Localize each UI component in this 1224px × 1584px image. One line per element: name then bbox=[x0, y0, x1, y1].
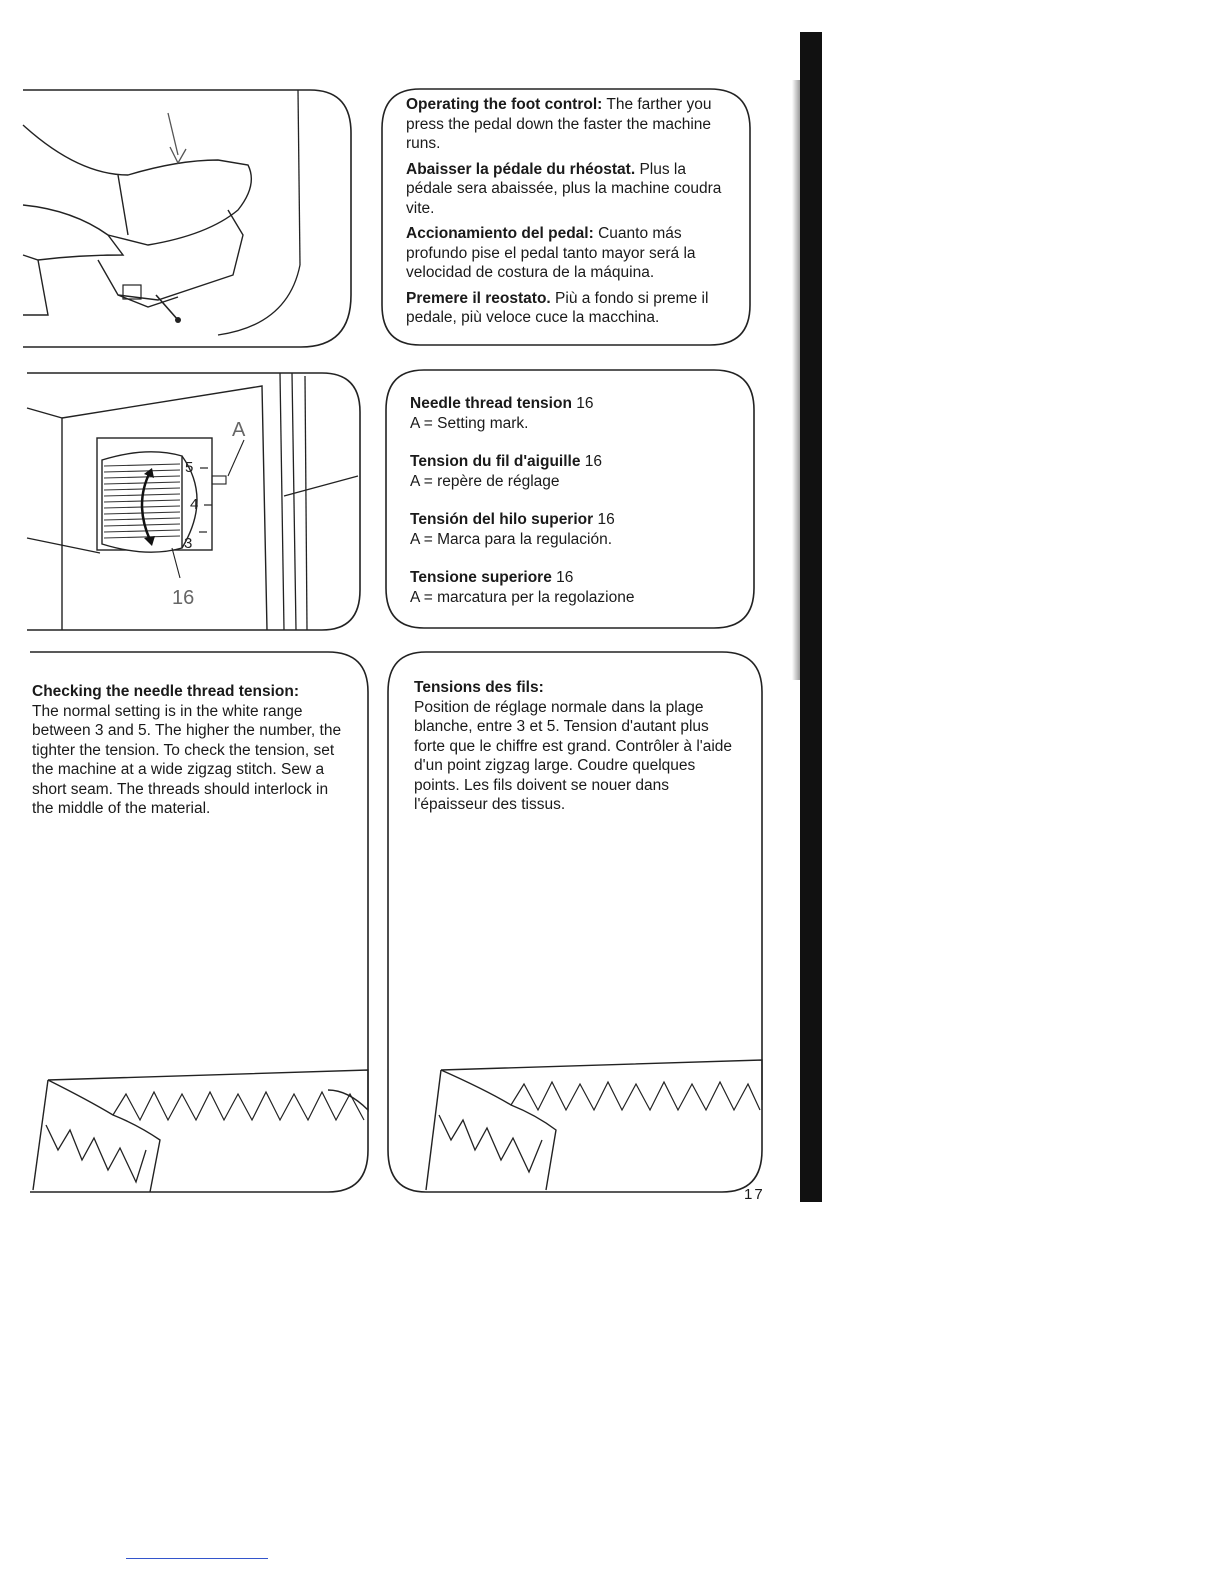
foot-fr-heading: Abaisser la pédale du rhéostat. bbox=[406, 160, 636, 178]
dial-number-5: 5 bbox=[185, 459, 194, 476]
page-edge-shadow bbox=[792, 80, 800, 680]
tension-fr-ref: 16 bbox=[584, 453, 603, 470]
foot-en-body: The farther you press the pedal down the faster the machine runs. bbox=[406, 96, 712, 152]
checking-en-panel bbox=[28, 650, 370, 1194]
foot-en-heading: Operating the foot control: bbox=[406, 96, 603, 113]
foot-fr-para bbox=[406, 160, 732, 219]
checking-en-heading: Checking the needle thread tension: bbox=[32, 683, 299, 700]
foot-control-panel bbox=[380, 87, 752, 347]
tension-fr-line: A = repère de réglage bbox=[410, 472, 560, 490]
tension-en-line: A = Setting mark. bbox=[410, 414, 529, 432]
foot-it-heading: Premere il reostato. bbox=[406, 289, 551, 307]
tension-es-line: A = Marca para la regulación. bbox=[410, 530, 613, 548]
needle-tension-panel bbox=[384, 368, 756, 630]
foot-pedal-illustration bbox=[18, 85, 363, 353]
tension-en-heading: Needle thread tension bbox=[410, 395, 572, 412]
tension-fr bbox=[410, 452, 740, 491]
tension-it bbox=[410, 568, 740, 607]
tension-fr-heading: Tension du fil d'aiguille bbox=[410, 453, 581, 470]
dial-callout-number: 16 bbox=[172, 587, 195, 609]
tension-es bbox=[410, 510, 740, 549]
foot-it-para bbox=[406, 289, 732, 328]
foot-fr-body: Plus la pédale sera abaissée, plus la machine coudra vite. bbox=[406, 160, 722, 217]
tension-en-ref: 16 bbox=[576, 395, 594, 412]
foot-es-heading: Accionamiento del pedal: bbox=[406, 225, 594, 242]
tension-it-heading: Tensione superiore bbox=[410, 569, 552, 586]
tension-en bbox=[410, 394, 740, 433]
checking-fr-panel bbox=[386, 650, 764, 1194]
checking-fr-heading: Tensions des fils: bbox=[414, 679, 544, 696]
checking-en-body: The normal setting is in the white range between 3 and 5. The higher the number, the tighter the tension. To check the tension, set the machine at a wide zigzag stitch. Sew a short seam. The threads should interlock in the middle of the material. bbox=[32, 702, 342, 817]
tension-it-line: A = marcatura per la regolazione bbox=[410, 588, 635, 606]
foot-en-para bbox=[406, 95, 732, 154]
dial-number-3: 3 bbox=[184, 535, 193, 552]
dial-number-4: 4 bbox=[190, 496, 199, 513]
checking-fr-body: Position de réglage normale dans la plage blanche, entre 3 et 5. Tension d'autant plus forte que le chiffre est grand. Contrôler à l'aide d'un point zigzag large. Coudre quelques points. Les fils doivent se nouer dans l'épaisseur des tissus. bbox=[414, 698, 733, 813]
page-number: 17 bbox=[744, 1186, 765, 1203]
foot-es-body: Cuanto más profundo pise el pedal tanto mayor será la velocidad de costura de la máquina. bbox=[406, 225, 696, 281]
foot-es-para bbox=[406, 224, 732, 283]
footer-rule bbox=[126, 1558, 268, 1559]
tension-it-ref: 16 bbox=[556, 569, 574, 586]
foot-it-body: Più a fondo si preme il pedale, più veloce cuce la macchina. bbox=[406, 289, 709, 326]
tension-dial-illustration bbox=[22, 368, 364, 636]
setting-mark-label: A bbox=[232, 419, 246, 441]
tension-es-heading: Tensión del hilo superior bbox=[410, 511, 594, 528]
tension-es-ref: 16 bbox=[597, 511, 615, 528]
page-edge-bar bbox=[800, 32, 822, 1202]
